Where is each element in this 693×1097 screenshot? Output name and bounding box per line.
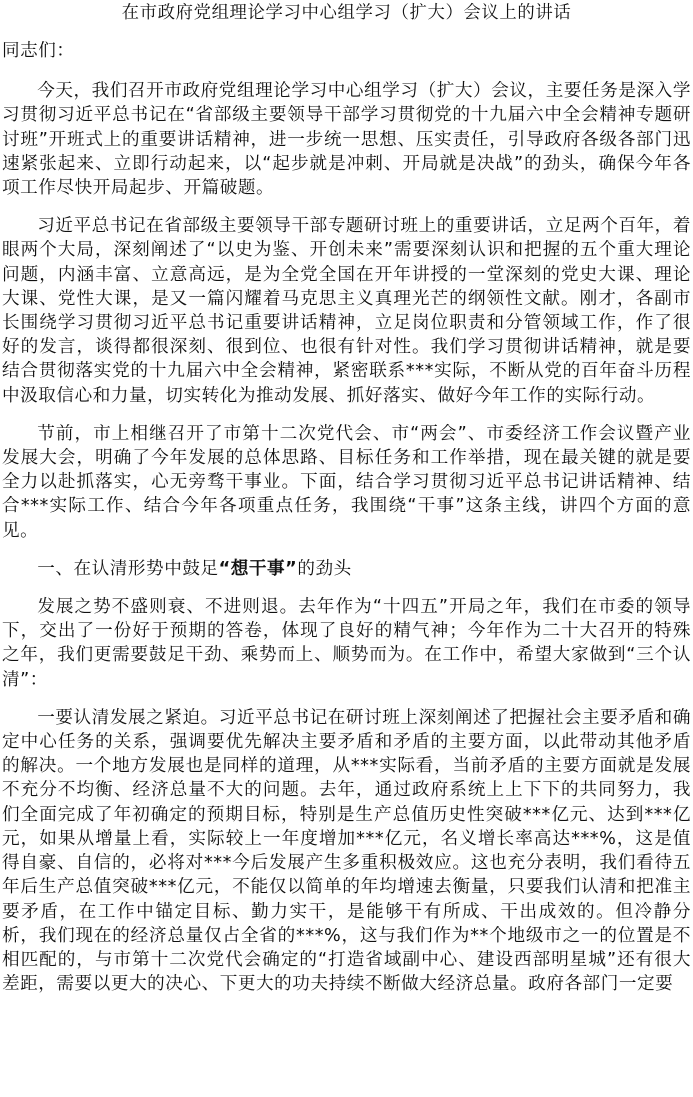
paragraph-work-outline: 节前，市上相继召开了市第十二次党代会、市“两会”、市委经济工作会议暨产业发展大会，明确了今年发展的总体思路、目标任务和工作举措，现在最关键的就是要全力以赴抓落实，心无旁骛干事业。下面，结合学习贯彻习近平总书记讲话精神、结合***实际工作、结合今年各项重点任务，我围绕“干事”这条主线，讲四个方面的意见。 [2, 423, 691, 541]
paragraph-opening: 今天，我们召开市政府党组理论学习中心组学习（扩大）会议，主要任务是深入学习贯彻习近平总书记在“省部级主要领导干部学习贯彻党的十九届六中全会精神专题研讨班”开班式上的重要讲话精神，进一步统一思想、压实责任，引导政府各级各部门迅速紧张起来、立即行动起来，以“起步就是冲刺、开局就是决战”的劲头，确保今年各项工作尽快开局起步、开篇破题。 [2, 81, 691, 199]
salutation: 同志们： [2, 41, 75, 61]
document-title: 在市政府党组理论学习中心组学习（扩大）会议上的讲话 [121, 3, 572, 23]
section-heading-suffix: 的劲头 [297, 558, 352, 579]
section-heading-prefix: 一、在认清形势中鼓足 [37, 558, 219, 579]
paragraph-development-trend: 发展之势不盛则衰、不进则退。去年作为“十四五”开局之年，我们在市委的领导下，交出了一份好于预期的答卷，体现了良好的精气神；今年作为二十大召开的特殊之年，我们更需要鼓足干劲、乘势而上、顺势而为。在工作中，希望大家做到“三个认清”： [2, 597, 691, 690]
section-heading-emphasis: “想干事” [218, 558, 298, 579]
paragraph-urgency: 一要认清发展之紧迫。习近平总书记在研讨班上深刻阐述了把握社会主要矛盾和确定中心任务的关系，强调要优先解决主要矛盾和矛盾的主要方面，以此带动其他矛盾的解决。一个地方发展也是同样的道理，从***实际看，当前矛盾的主要方面就是发展不充分不均衡、经济总量不大的问题。去年，通过政府系统上上下下的共同努力，我们全面完成了年初确定的预期目标，特别是生产总值历史性突破***亿元、达到***亿元，如果从增量上看，实际较上一年度增加***亿元，名义增长率高达***%，这是值得自豪、自信的，必将对***今后发展产生多重积极效应。这也充分表明，我们看待五年后生产总值突破***亿元，不能仅以简单的年均增速去衡量，只要我们认清和把准主要矛盾，在工作中锚定目标、勤力实干，是能够干有所成、干出成效的。但冷静分析，我们现在的经济总量仅占全省的***%，这与我们作为**个地级市之一的位置是不相匹配的，与市第十二次党代会确定的“打造省域副中心、建设西部明星城”还有很大差距，需要以更大的决心、下更大的功夫持续不断做大经济总量。政府各部门一定要 [2, 707, 691, 995]
section-heading-1 [0, 557, 693, 581]
paragraph-speech-significance: 习近平总书记在省部级主要领导干部专题研讨班上的重要讲话，立足两个百年，着眼两个大局，深刻阐述了“以史为鉴、开创未来”需要深刻认识和把握的五个重大理论问题，内涵丰富、立意高远，是为全党全国在开年讲授的一堂深刻的党史大课、理论大课、党性大课，是又一篇闪耀着马克思主义真理光芒的纲领性文献。刚才，各副市长围绕学习贯彻习近平总书记重要讲话精神，立足岗位职责和分管领域工作，作了很好的发言，谈得都很深刻、很到位、也很有针对性。我们学习贯彻讲话精神，就是要结合贯彻落实党的十九届六中全会精神，紧密联系***实际，不断从党的百年奋斗历程中汲取信心和力量，切实转化为推动发展、抓好落实、做好今年工作的实际行动。 [2, 216, 691, 406]
